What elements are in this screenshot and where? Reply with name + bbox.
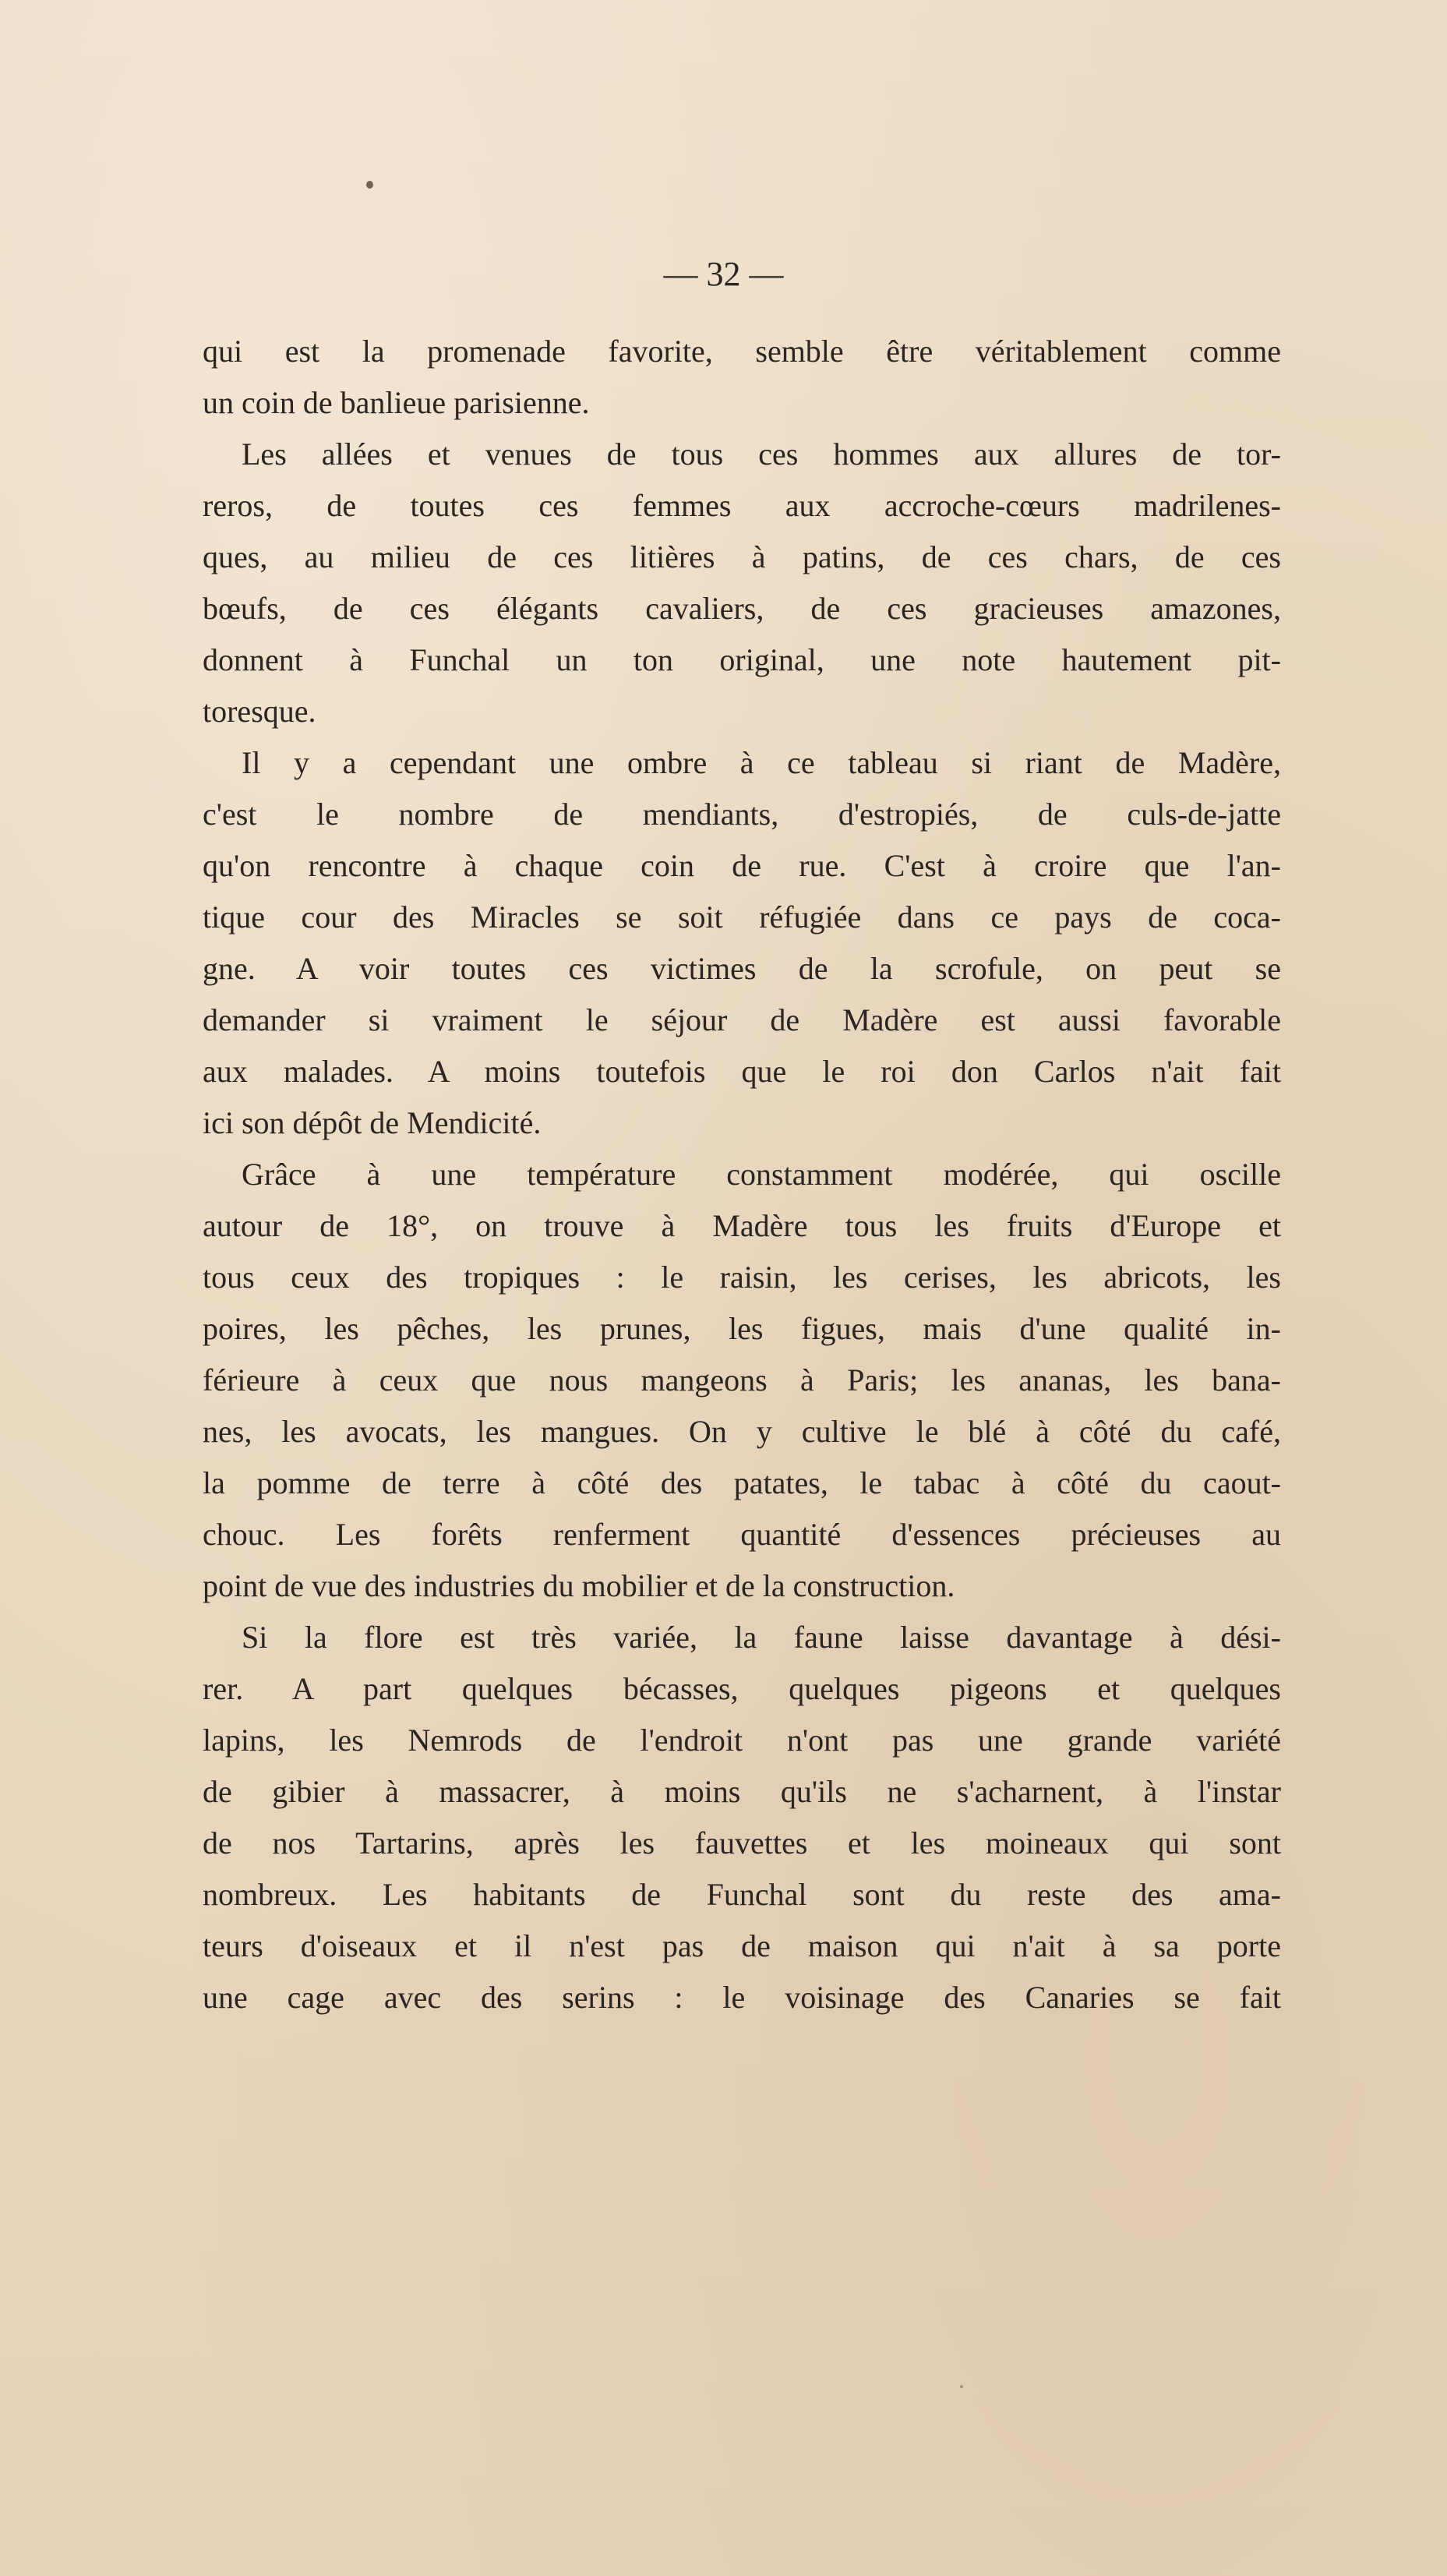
text-line: lapins, les Nemrods de l'endroit n'ont pas une grande variété <box>203 1723 1281 1758</box>
text-line: Si la flore est très variée, la faune laisse davantage à dési- <box>242 1620 1281 1655</box>
text-line: Il y a cependant une ombre à ce tableau si riant de Madère, <box>242 745 1281 780</box>
text-line: nombreux. Les habitants de Funchal sont du reste des ama- <box>203 1877 1281 1912</box>
text-line: aux malades. A moins toutefois que le roi don Carlos n'ait fait <box>203 1054 1281 1089</box>
text-line: qui est la promenade favorite, semble être véritablement comme <box>203 334 1281 369</box>
paragraph <box>203 429 1281 737</box>
paper-speck <box>366 181 373 189</box>
text-line: rer. A part quelques bécasses, quelques pigeons et quelques <box>203 1671 1281 1706</box>
text-line: nes, les avocats, les mangues. On y cultive le blé à côté du café, <box>203 1414 1281 1449</box>
text-line: ques, au milieu de ces litières à patins, de ces chars, de ces <box>203 539 1281 574</box>
text-line: Les allées et venues de tous ces hommes aux allures de tor- <box>242 436 1281 472</box>
text-line: tique cour des Miracles se soit réfugiée dans ce pays de coca- <box>203 899 1281 935</box>
text-line: de nos Tartarins, après les fauvettes et les moineaux qui sont <box>203 1825 1281 1860</box>
text-line: c'est le nombre de mendiants, d'estropiés, de culs-de-jatte <box>203 797 1281 832</box>
text-line: gne. A voir toutes ces victimes de la scrofule, on peut se <box>203 951 1281 986</box>
text-line: autour de 18°, on trouve à Madère tous les fruits d'Europe et <box>203 1208 1281 1243</box>
text-line: la pomme de terre à côté des patates, le tabac à côté du caout- <box>203 1465 1281 1500</box>
text-line: férieure à ceux que nous mangeons à Paris; les ananas, les bana- <box>203 1362 1281 1398</box>
paper-speck <box>960 2385 963 2388</box>
text-line: chouc. Les forêts renferment quantité d'essences précieuses au <box>203 1517 1281 1552</box>
page-number: — 32 — <box>663 255 784 293</box>
text-line: toresque. <box>203 694 316 729</box>
text-line: qu'on rencontre à chaque coin de rue. C'est à croire que l'an- <box>203 848 1281 883</box>
text-line: tous ceux des tropiques : le raisin, les cerises, les abricots, les <box>203 1260 1281 1295</box>
text-line: ici son dépôt de Mendicité. <box>203 1105 542 1140</box>
text-line: reros, de toutes ces femmes aux accroche-cœurs madrilenes- <box>203 488 1281 523</box>
text-line: donnent à Funchal un ton original, une note hautement pit- <box>203 642 1281 677</box>
text-line: demander si vraiment le séjour de Madère est aussi favorable <box>203 1002 1281 1037</box>
text-line: Grâce à une température constamment modérée, qui oscille <box>242 1157 1281 1192</box>
paragraph <box>203 1149 1281 1612</box>
text-line: de gibier à massacrer, à moins qu'ils ne s'acharnent, à l'instar <box>203 1774 1281 1809</box>
text-line: teurs d'oiseaux et il n'est pas de maison qui n'ait à sa porte <box>203 1928 1281 1963</box>
paragraph <box>203 737 1281 1149</box>
text-line: un coin de banlieue parisienne. <box>203 385 590 420</box>
text-line: poires, les pêches, les prunes, les figues, mais d'une qualité in- <box>203 1311 1281 1346</box>
body-text <box>203 326 1281 2023</box>
paragraph <box>203 326 1281 429</box>
text-line: point de vue des industries du mobilier et de la construction. <box>203 1568 955 1603</box>
text-line: une cage avec des serins : le voisinage des Canaries se fait <box>203 1980 1281 2015</box>
paragraph <box>203 1612 1281 2023</box>
text-line: bœufs, de ces élégants cavaliers, de ces gracieuses amazones, <box>203 591 1281 626</box>
